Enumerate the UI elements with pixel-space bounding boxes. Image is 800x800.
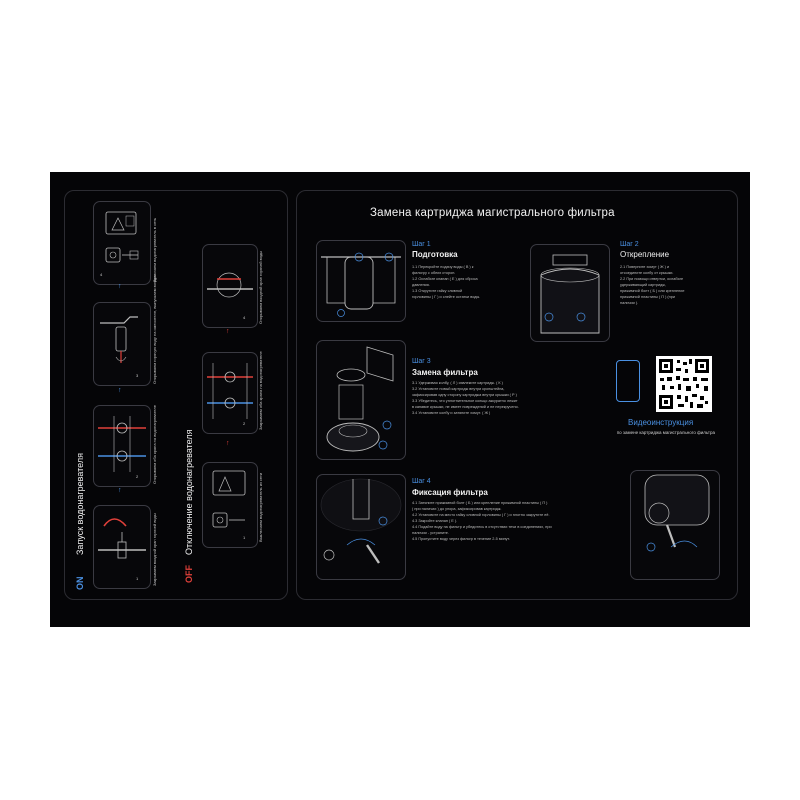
step-number: 1	[136, 576, 139, 581]
step-number: 3	[136, 373, 139, 378]
on-step-card-1	[93, 505, 151, 589]
on-step-2-text: Открываем оба крана на водонагревателе	[152, 404, 157, 484]
step3-image-card	[316, 340, 406, 460]
phone-icon	[616, 360, 640, 402]
step4-text: 4.1 Затяните прижимной болт ( Б ) или крепление прижимной пластины ( П ) ( при наличии ) до упора, зафиксировав картридж. 4.2 Установите на место гайку сливной горловины ( Г ) и плотно закрутите её. 4.3 Закройте клапан ( Е ). 4.4 Подайте воду на фильтр и убедитесь в отсутствии течи в соединениях, при наличии - устраните. 4.5 Пропустите воду через фильтр в течение 2-5 минут.	[412, 501, 552, 541]
on-step-card-3	[93, 302, 151, 386]
off-step-1-text: Выключаем водонагреватель из сети	[258, 472, 263, 542]
step-number: 4	[100, 272, 103, 277]
cartridge-illustration	[317, 341, 405, 459]
page-title: Замена картриджа магистрального фильтра	[370, 207, 615, 219]
video-title[interactable]: Видеоинструкция	[628, 418, 694, 427]
step-number: 4	[243, 315, 246, 320]
step3-text: 3.1 Удерживая колбу, ( Л ) извлеките картридж. ( К ) 3.2 Установите новый картридж внутри кронштейна, зафиксировав одну сторону картриджа внутри крышки ( Р ) 3.3 Убедитесь, что уплотнительное кольцо аккуратно лежит в канавке крышки, не имеет повреждений и не перекручено. 3.4 Установите колбу и затяните хомут. ( Ж )	[412, 381, 519, 415]
cartridge-tightening-illustration	[631, 471, 719, 579]
off-step-card-4	[202, 244, 258, 328]
on-step-4-text: Включаем водонагреватель в сеть	[152, 217, 157, 282]
qr-code[interactable]	[656, 356, 712, 412]
step1-image-card	[316, 240, 406, 322]
step4-image-card-right	[630, 470, 720, 580]
step1-text: 1.1 Перекройте подачу воды ( В ) к фильтру с обеих сторон. 1.2 Ослабьте клапан ( Е ) для сброса давления. 1.3 Открутите гайку сливной горловины ( Г ) и слейте остатки воды.	[412, 265, 481, 299]
mixer-tap-illustration	[94, 303, 150, 385]
step3-title: Замена фильтра	[412, 368, 478, 377]
off-label: OFF	[184, 565, 194, 583]
step4-image-card-left	[316, 474, 406, 580]
arrow-up-icon: ↑	[118, 387, 122, 394]
arrow-up-icon: ↑	[118, 283, 122, 290]
off-title: Отключение водонагревателя	[184, 429, 194, 555]
on-step-3-text: Открываем горячую воду на смесителе, выпускаем воздух	[152, 274, 157, 384]
filter-housing-illustration	[531, 245, 609, 341]
on-step-card-2	[93, 405, 151, 487]
arrow-up-icon: ↑	[118, 487, 122, 494]
step-number: 2	[243, 421, 246, 426]
step4-title: Фиксация фильтра	[412, 488, 488, 497]
step1-title: Подготовка	[412, 250, 458, 259]
step4-label: Шаг 4	[412, 478, 431, 485]
socket-plug-illustration	[203, 463, 257, 547]
on-step-1-text: Закрываем входной кран горячей воды	[152, 513, 157, 586]
arrow-up-icon: ↑	[226, 440, 230, 447]
step2-image-card	[530, 244, 610, 342]
step1-label: Шаг 1	[412, 241, 431, 248]
step-number: 1	[243, 535, 246, 540]
step2-text: 2.1 Поверните хомут ( Ж ) и отсоедините колбу от крышки. 2.2 При помощи отвертки, ослабьте удерживающий картридж, прижимной болт ( Б ) или крепление прижимной пластины ( П ) (при наличии ).	[620, 265, 685, 305]
inlet-valve-illustration	[94, 506, 150, 588]
filter-pipes-illustration	[317, 241, 405, 321]
inlet-valve-illustration	[203, 245, 257, 327]
on-step-card-4	[93, 201, 151, 285]
step2-label: Шаг 2	[620, 241, 639, 248]
off-step-card-1	[202, 462, 258, 548]
step2-title: Открепление	[620, 250, 670, 259]
valves-illustration	[203, 353, 257, 433]
off-step-card-2	[202, 352, 258, 434]
on-title: Запуск водонагревателя	[75, 452, 85, 555]
off-step-2-text: Закрываем оба крана на водонагревателе	[258, 351, 263, 430]
step3-label: Шаг 3	[412, 358, 431, 365]
arrow-up-icon: ↑	[226, 328, 230, 335]
video-subtitle: по замене картриджа магистрального фильтра	[616, 430, 715, 435]
off-step-4-text: Открываем входной кран горячей воды	[258, 250, 263, 324]
socket-plug-illustration	[94, 202, 150, 284]
filter-fixing-illustration	[317, 475, 405, 579]
valves-illustration	[94, 406, 150, 486]
step-number: 2	[136, 474, 139, 479]
on-label: ON	[75, 576, 85, 590]
